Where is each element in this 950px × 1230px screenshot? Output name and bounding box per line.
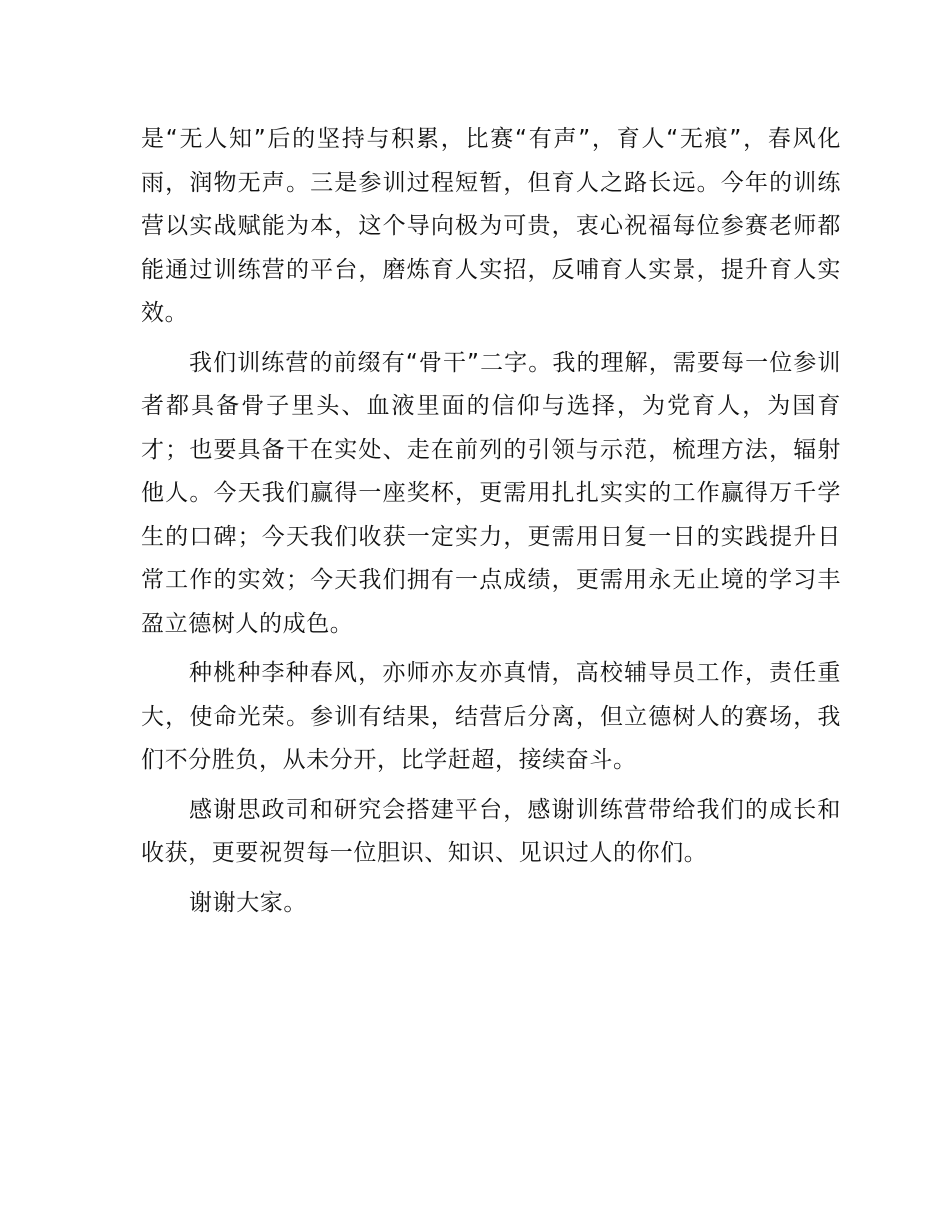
paragraph-spring-wind: 种桃种李种春风，亦师亦友亦真情，高校辅导员工作，责任重大，使命光荣。参训有结果，结营后分离，但立德树人的赛场，我们不分胜负，从未分开，比学赶超，接续奋斗。 (141, 660, 841, 773)
paragraph-closing: 谢谢大家。 (189, 889, 307, 916)
body-text (141, 118, 841, 931)
paragraph-continued: 是“无人知”后的坚持与积累，比赛“有声”，育人“无痕”，春风化雨，润物无声。三是参训过程短暂，但育人之路长远。今年的训练营以实战赋能为本，这个导向极为可贵，衷心祝福每位参赛老师都能通过训练营的平台，磨炼育人实招，反哺育人实景，提升育人实效。 (141, 126, 841, 326)
paragraph-thanks: 感谢思政司和研究会搭建平台，感谢训练营带给我们的成长和收获，更要祝贺每一位胆识、知识、见识过人的你们。 (141, 796, 841, 866)
paragraph-backbone: 我们训练营的前缀有“骨干”二字。我的理解，需要每一位参训者都具备骨子里头、血液里面的信仰与选择，为党育人，为国育才；也要具备干在实处、走在前列的引领与示范，梳理方法，辐射他人。今天我们赢得一座奖杯，更需用扎扎实实的工作赢得万千学生的口碑；今天我们收获一定实力，更需用日复一日的实践提升日常工作的实效；今天我们拥有一点成绩，更需用永无止境的学习丰盈立德树人的成色。 (141, 349, 841, 637)
